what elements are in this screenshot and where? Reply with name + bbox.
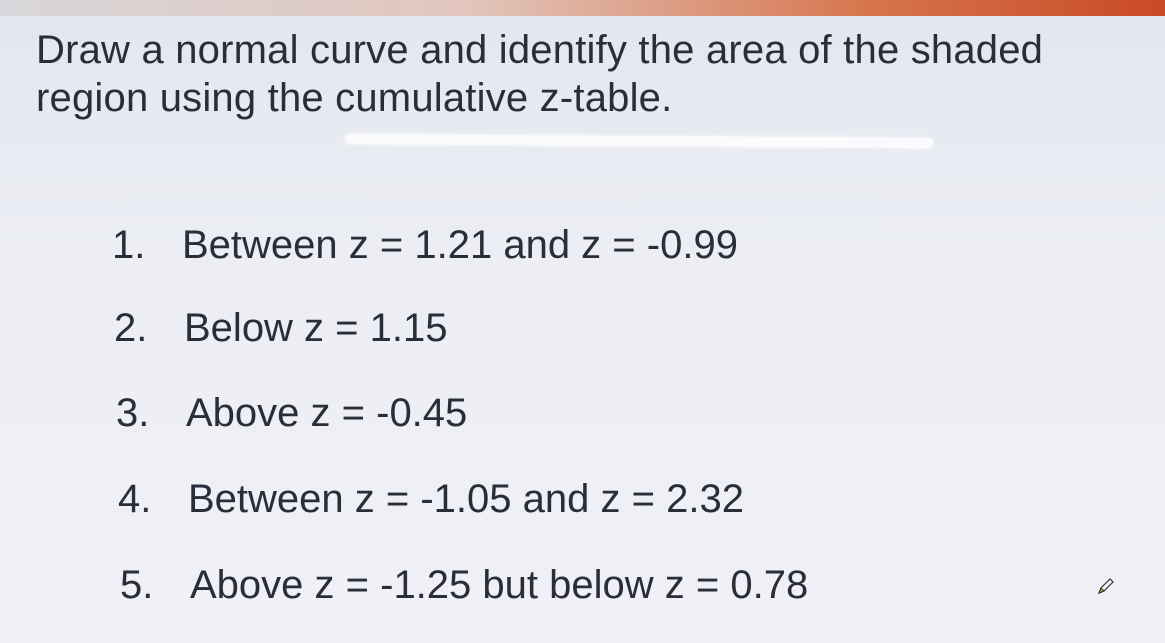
item-number: 5.: [120, 563, 154, 607]
item-text: Between z = 1.21 and z = -0.99: [182, 223, 738, 267]
item-number: 1.: [112, 223, 146, 267]
item-text: Above z = -1.25 but below z = 0.78: [190, 563, 809, 607]
pen-cursor-icon: [1096, 576, 1116, 596]
item-number: 3.: [116, 391, 150, 435]
instruction-heading: [36, 26, 1146, 122]
heading-line-2: region using the cumulative z-table.: [36, 76, 673, 120]
top-color-strip: [0, 0, 1165, 16]
item-text: Above z = -0.45: [186, 391, 468, 435]
item-text: Below z = 1.15: [184, 306, 448, 350]
heading-line-1: Draw a normal curve and identify the area of the shaded: [36, 28, 1044, 72]
highlight-underline: [345, 134, 933, 148]
item-number: 2.: [114, 306, 148, 350]
item-number: 4.: [118, 477, 152, 521]
item-text: Between z = -1.05 and z = 2.32: [188, 477, 744, 521]
